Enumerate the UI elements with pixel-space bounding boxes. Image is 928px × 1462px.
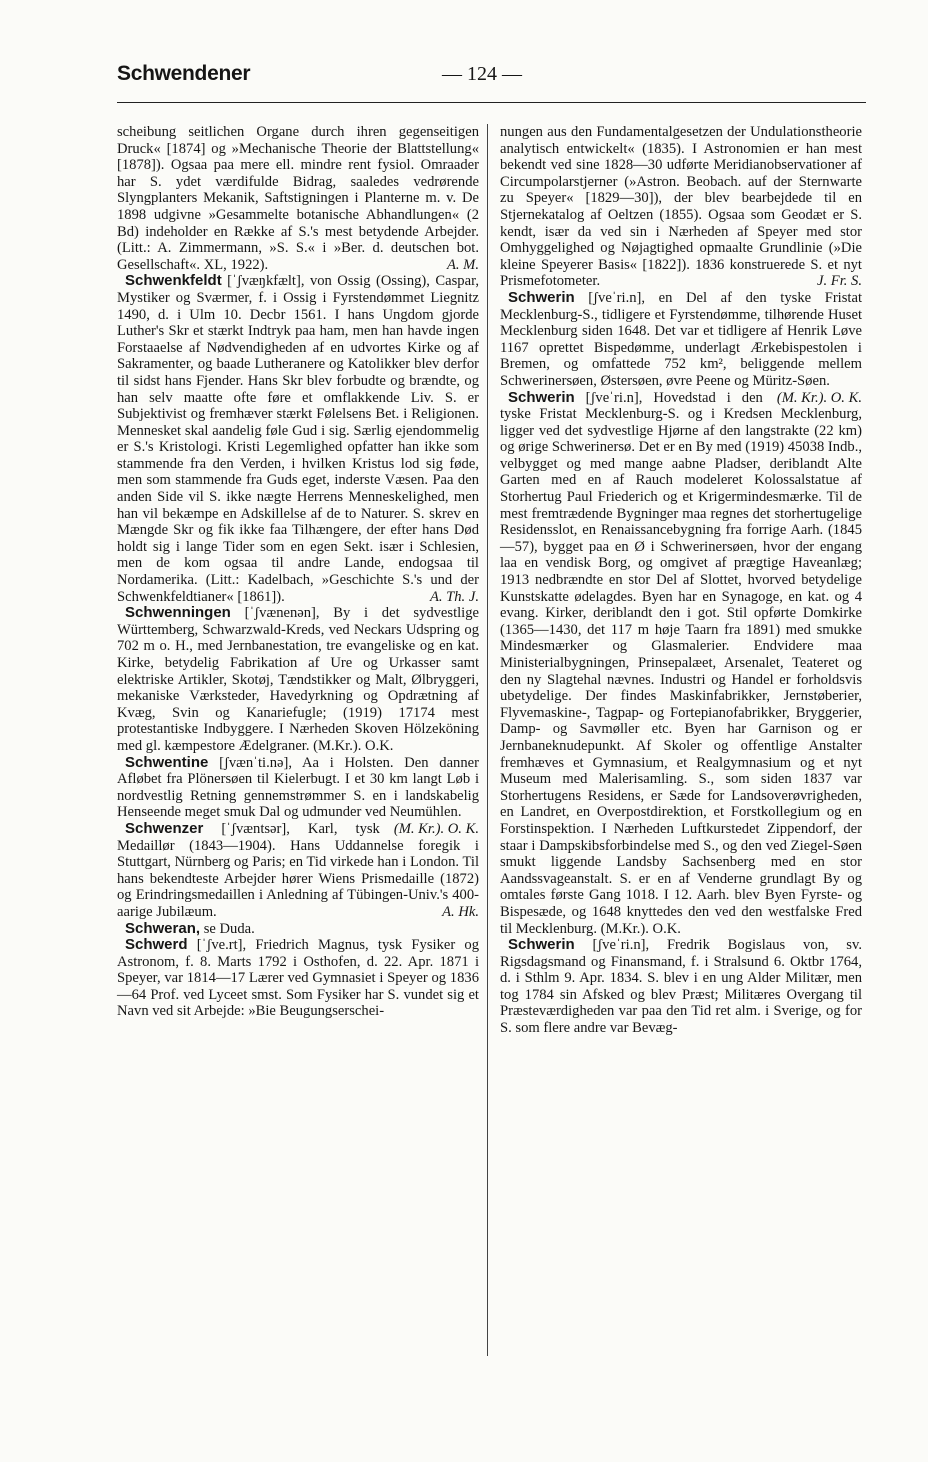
entry-text: [ʃveˈri.n], Hovedstad i den tyske Fristat Mecklenburg-S. og i Kredsen Mecklenburg, ligger ved det sydvestlige Hjørne af den langstrakte (22 km) og ørige Schwerinersø. Det er en By med (1919) 45038 Indb., velbygget og med mange aabne Pladser, deriblandt Alte Garten med en af Rauch modeleret Kolossalstatue af Storhertug Paul Friederich og et Krigermindesmærke. Til de mest fremtrædende Bygninger maa regnes det storhertugelige Residensslot, en Renaissancebygning fra forrige Aarh. (1845—57), bygget paa en Ø i Schwerinersøen, hvor der engang laa en vendisk Borg, og omgivet af prægtige Haveanlæg; 1913 nedbrændte en stor Del af Slottet, hvorved betydelige Kunstskatte ødelagdes. Byen har en Synagoge, en kat. og 4 evang. Kirker, deriblandt den i got. Stil opførte Domkirke (1365—1430, det 117 m høje Taarn fra 1891) med smukke Mindesmærker og Glasmalerier. Endvidere maa Ministerialbygningen, Prinsepalæet, Arsenalet, Teateret og den ny Slagtehal nævnes. Industri og Handel er forholdsvis ubetydelige. Der findes Maskinfabrikker, Jernstøberier, Flyvemaskine-, Tagpap- og Fortepianofabrikker, Bryggerier, Damp- og Savmøller etc. Byen har Garnison og er Jernbaneknudepunkt. Af Skoler og offentlige Anstalter fremhæves et Gymnasium, et Realgymnasium og et nyt Museum med Malerisamling. S., som siden 1837 var Storhertugens Residens, er Sæde for Landsoverøvrigheden, en Landret, en Overpostdirektion, et Forstkollegium og en Forstinspektion. I Nærheden Luftkurstedet Zippendorf, der staar i Dampskibsforbindelse med S., og den ved Ziegel-Søen smukt liggende Landsby Sachsenberg med en stor Aandssvageanstalt. S. er en af Venderne grundlagt By og omtales første Gang 1018. I 12. Aarh. blev Byen Fyrste- og Bispesæde, og 1648 knyttedes den ved den westfalske Fred til Mecklenburg. (M.Kr.). O.K. [500, 389, 862, 937]
entry-text: [ˈʃve.rt], Friedrich Magnus, tysk Fysiker og Astronom, f. 8. Marts 1792 i Osthofen, d. 22. Apr. 1871 i Speyer, var 1814—17 Lærer ved Gymnasiet i Speyer og 1836—64 Prof. ved Lyceet smst. Som Fysiker har S. vundet sig et Navn ved sit Arbejde: »Bie Beugungserschei- [117, 937, 479, 1020]
headword: Schwentine [125, 753, 209, 771]
headword: Schwerd [125, 936, 188, 954]
entry-text: se Duda. [203, 920, 255, 937]
headword: Schwenzer [125, 819, 204, 837]
running-head: Schwendener [117, 62, 251, 85]
page-number: — 124 — [442, 63, 522, 85]
author-signature: (M. Kr.). O. K. [776, 389, 862, 406]
entry-continuation [117, 124, 479, 273]
headword: Schwerin [508, 288, 575, 306]
author-signature: A. Th. J. [429, 588, 479, 605]
author-signature: J. Fr. S. [817, 273, 862, 290]
headword: Schweran, [125, 919, 201, 937]
entry-schweran [117, 921, 479, 938]
entry-text: [ʃveˈri.n], Fredrik Bogislaus von, sv. Rigsdagsmand og Finansmand, f. i Stralsund 6. Oktbr 1764, d. i Sthlm 9. Apr. 1834. S. blev i en ung Alder Militær, men tog 1784 sin Afsked og blev Præst; Militæres Overgang til Præsteværdigheden var paa den Tid ret alm. i Sverige, og for S. som flere andre var Bevæg- [500, 937, 862, 1037]
headword: Schwerin [508, 936, 575, 954]
author-signature: A. M. [446, 256, 479, 273]
entry-schwenkfeldt [117, 273, 479, 605]
right-column [500, 124, 862, 1037]
headword: Schwenkfeldt [125, 272, 222, 290]
entry-text: scheibung seitlichen Organe durch ihren gegenseitigen Druck« [1874] og »Mechanische Theorie der Blattstellung« [1878]). Ogsaa paa mere ell. mindre rent fysiol. Omraader har S. ydet værdifulde Bidrag, saaledes vedrørende Slyngplanters Mekanik, Saftstigningen i Planterne m. v. De 1898 udgivne »Gesammelte botanische Abhandlungen« (2 Bd) indeholder en Række af S.'s mest betydende Arbejder. (Litt.: A. Zimmermann, »S. S.« i »Ber. d. deutschen bot. Gesellschaft«. XL, 1922). [117, 124, 479, 273]
entry-text: [ˈʃvæntsər], Karl, tysk Medaillør (1843—1904). Hans Uddannelse foregik i Stuttgart, Nürnberg og Paris; en Tid virkede han i London. Til hans bekendteste Arbejder hører Wiens Prismedaille (1872) og Erindringsmedaillen i Anledning af Tübingen-Univ.'s 400-aarige Jubilæum. [117, 820, 479, 920]
entry-schwerin-person [500, 937, 862, 1037]
entry-schwerd [117, 937, 479, 1020]
entry-text: [ˈʃvæŋkfælt], von Ossig (Ossing), Caspar, Mystiker og Sværmer, f. i Ossig i Fyrstendømmet Liegnitz 1490, d. i Ulm 10. Decbr 1561. I hans Ungdom gjorde Luther's Skr et stærkt Indtryk paa ham, men han havde ingen Forstaaelse af Nødvendigheden af en udvortes Kirke og af Sakramenter, og baade Lutheranere og Katolikker blev derfor til sidst hans Fjender. Hans Skr blev forbudte og brændte, og han selv maatte ofte føre et omflakkende Liv. S. er Subjektivist og fremhæver stærkt Følelsens Bet. i Religionen. Mennesket skal aandelig føle Gud i sig. Særlig ejendommelig er S.'s Kristologi. Kristi Legemlighed opfatter han ikke som stammende fra den Verden, i hvilken Kristus lod sig føde, men som stammende fra Guds eget, inderste Væsen. Paa den anden Side vil S. ikke nægte Herrens Menneskelighed, men han vil bekæmpe en Adskillelse af de to Naturer. S. skrev en Mængde Skr og fik ikke faa Tilhængere, der efter hans Død holdt sig i lange Tider som en egen Sekt. især i Schlesien, men de kom ogsaa til andre Lande, endogsaa til Nordamerika. (Litt.: Kadelbach, »Geschichte S.'s und der Schwenkfeldtianer« [1861]). [117, 273, 479, 605]
left-column [117, 124, 479, 1020]
headword: Schwerin [508, 388, 575, 406]
entry-text: [ˈʃvænenən], By i det sydvestlige Württemberg, Schwarzwald-Kreds, ved Neckars Udspring og 702 m o. H., med Jernbanestation, tre evangeliske og en kat. Kirke, betydelig Fabrikation af Ure og Urkasser samt elektriske Artikler, Skotøj, Tændstikker og Malt, Ølbryggeri, mekaniske Værksteder, Havedyrkning og Opdrætning af Kvæg, Svin og Kanariefugle; (1919) 17174 mest protestantiske Indbyggere. I Nærheden Skoven Hölzeköning med gl. kæmpestore Ædelgraner. (M.Kr.). O.K. [117, 605, 480, 754]
author-signature: (M. Kr.). O. K. [393, 820, 479, 837]
headword: Schwenningen [125, 604, 231, 622]
entry-schwenningen [117, 605, 479, 754]
entry-text: nungen aus den Fundamentalgesetzen der Undulationstheorie analytisch entwickelt« (1835). I Astronomien er han mest bekendt ved sine 1828—30 udførte Meridianobservationer af Circumpolarstjerner (»Astron. Beobach. auf der Sternwarte zu Speyer« [1829—30]), der blev bearbejdede til en Stjernekatalog af Oeltzen (1855). Ogsaa som Geodæt er S. kendt, især da ved sin i Nærheden af Speyer med stor Omhyggelighed og Nøjagtighed opmaalte Grundlinie (»Die kleine Speyerer Basis« [1822]). 1836 konstruerede S. et nyt Prismefotometer. [500, 124, 862, 290]
author-signature: A. Hk. [442, 903, 479, 920]
page-header [117, 62, 866, 103]
entry-schwerin-state [500, 288, 862, 406]
entry-schwerin-city [500, 390, 862, 938]
entry-text: [ʃvænˈti.nə], Aa i Holsten. Den danner Afløbet fra Plönersøen til Kielerbugt. I et 30 km langt Løb i nordvestlig Retning gennemstrømmer S. en i landskabelig Henseende meget smuk Dal og udmunder ved Neumühlen. [117, 754, 479, 821]
entry-text: [ʃveˈri.n], en Del af den tyske Fristat Mecklenburg-S., tidligere et Fyrstendømme, tilhørende Huset Mecklenburg siden 1648. Det var et tidligere af Henrik Løve 1167 oprettet Bispedømme, underlagt Ærkebispestolen i Bremen, og omfattede 752 km², beliggende mellem Schwerinersøen, Østersøen, øvre Peene og Müritz-Søen. [500, 289, 862, 389]
entry-continuation [500, 124, 862, 290]
column-divider [487, 124, 488, 1356]
